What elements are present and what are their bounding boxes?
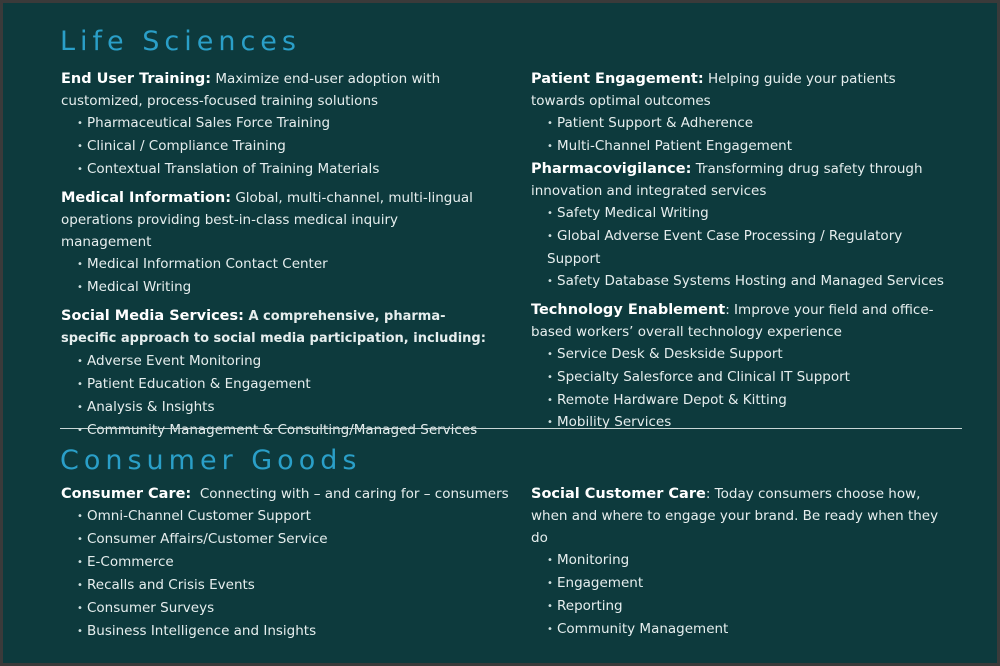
consumer-goods-right-column	[531, 483, 941, 647]
service-item-list	[531, 202, 951, 293]
service-description: : Today consumers choose how, when and where to engage your brand. Be ready when they do	[531, 486, 939, 546]
list-item: • Safety Medical Writing	[547, 205, 709, 221]
list-item: • Remote Hardware Depot & Kitting	[547, 392, 787, 408]
list-item: • Contextual Translation of Training Materials	[77, 161, 380, 177]
section-title-consumer-goods: Consumer Goods	[60, 445, 362, 476]
service-item-list	[531, 112, 951, 158]
list-item: • Global Adverse Event Case Processing / Regulatory Support	[547, 228, 903, 267]
section-divider	[60, 428, 962, 429]
service-heading: Medical Information:	[61, 190, 232, 206]
list-item: • Engagement	[547, 575, 644, 591]
service-consumer-care	[61, 483, 511, 643]
list-item: • Patient Education & Engagement	[77, 376, 311, 392]
service-heading: Social Customer Care	[531, 486, 706, 502]
service-description: Transforming drug safety through innovation and integrated services	[531, 161, 923, 199]
consumer-goods-left-column	[61, 483, 511, 649]
list-item: • Monitoring	[547, 552, 630, 568]
life-sciences-left-column	[61, 68, 491, 448]
life-sciences-right-column	[531, 68, 951, 439]
list-item: • Community Management	[547, 621, 729, 637]
list-item: • Omni-Channel Customer Support	[77, 508, 311, 524]
service-description: Connecting with – and caring for – consumers	[199, 486, 509, 502]
list-item: • Mobility Services	[547, 414, 672, 430]
service-medical-information	[61, 187, 491, 299]
list-item: • Recalls and Crisis Events	[77, 577, 255, 593]
list-item: • Business Intelligence and Insights	[77, 623, 317, 639]
service-description: : Improve your field and office-based workers’ overall technology experience	[531, 302, 934, 340]
list-item: • Adverse Event Monitoring	[77, 353, 262, 369]
service-description: Global, multi-channel, multi-lingual operations providing best-in-class medical inquiry management	[61, 190, 473, 250]
service-patient-engagement	[531, 68, 951, 158]
service-description: Helping guide your patients towards optimal outcomes	[531, 71, 896, 109]
list-item: • Consumer Affairs/Customer Service	[77, 531, 328, 547]
list-item: • Consumer Surveys	[77, 600, 215, 616]
list-item: • Safety Database Systems Hosting and Managed Services	[547, 273, 944, 289]
list-item: • Specialty Salesforce and Clinical IT Support	[547, 369, 850, 385]
service-item-list	[61, 112, 491, 181]
list-item: • Multi-Channel Patient Engagement	[547, 138, 792, 154]
service-description: A comprehensive, pharma-specific approach to social media participation, including:	[61, 309, 486, 346]
service-heading: Pharmacovigilance:	[531, 161, 692, 177]
list-item: • Patient Support & Adherence	[547, 115, 754, 131]
list-item: • Reporting	[547, 598, 623, 614]
list-item: • Community Management & Consulting/Managed Services	[77, 422, 478, 438]
list-item: • Pharmaceutical Sales Force Training	[77, 115, 331, 131]
service-end-user-training	[61, 68, 491, 181]
service-item-list	[61, 253, 491, 299]
service-pharmacovigilance	[531, 158, 951, 293]
service-item-list	[531, 549, 941, 641]
service-social-media-services	[61, 305, 491, 442]
service-description: Maximize end-user adoption with customized, process-focused training solutions	[61, 71, 441, 109]
list-item: • Analysis & Insights	[77, 399, 215, 415]
service-heading: Consumer Care:	[61, 486, 192, 502]
section-title-life-sciences: Life Sciences	[60, 26, 301, 57]
service-technology-enablement	[531, 299, 951, 433]
service-heading: End User Training:	[61, 71, 212, 87]
list-item: • Medical Information Contact Center	[77, 256, 328, 272]
list-item: • Clinical / Compliance Training	[77, 138, 286, 154]
service-heading: Patient Engagement:	[531, 71, 704, 87]
list-item: • Medical Writing	[77, 279, 192, 295]
service-social-customer-care	[531, 483, 941, 641]
service-item-list	[531, 343, 951, 433]
list-item: • Service Desk & Deskside Support	[547, 346, 783, 362]
service-item-list	[61, 505, 511, 643]
service-heading: Social Media Services:	[61, 308, 244, 324]
list-item: • E-Commerce	[77, 554, 174, 570]
service-heading: Technology Enablement	[531, 302, 726, 318]
